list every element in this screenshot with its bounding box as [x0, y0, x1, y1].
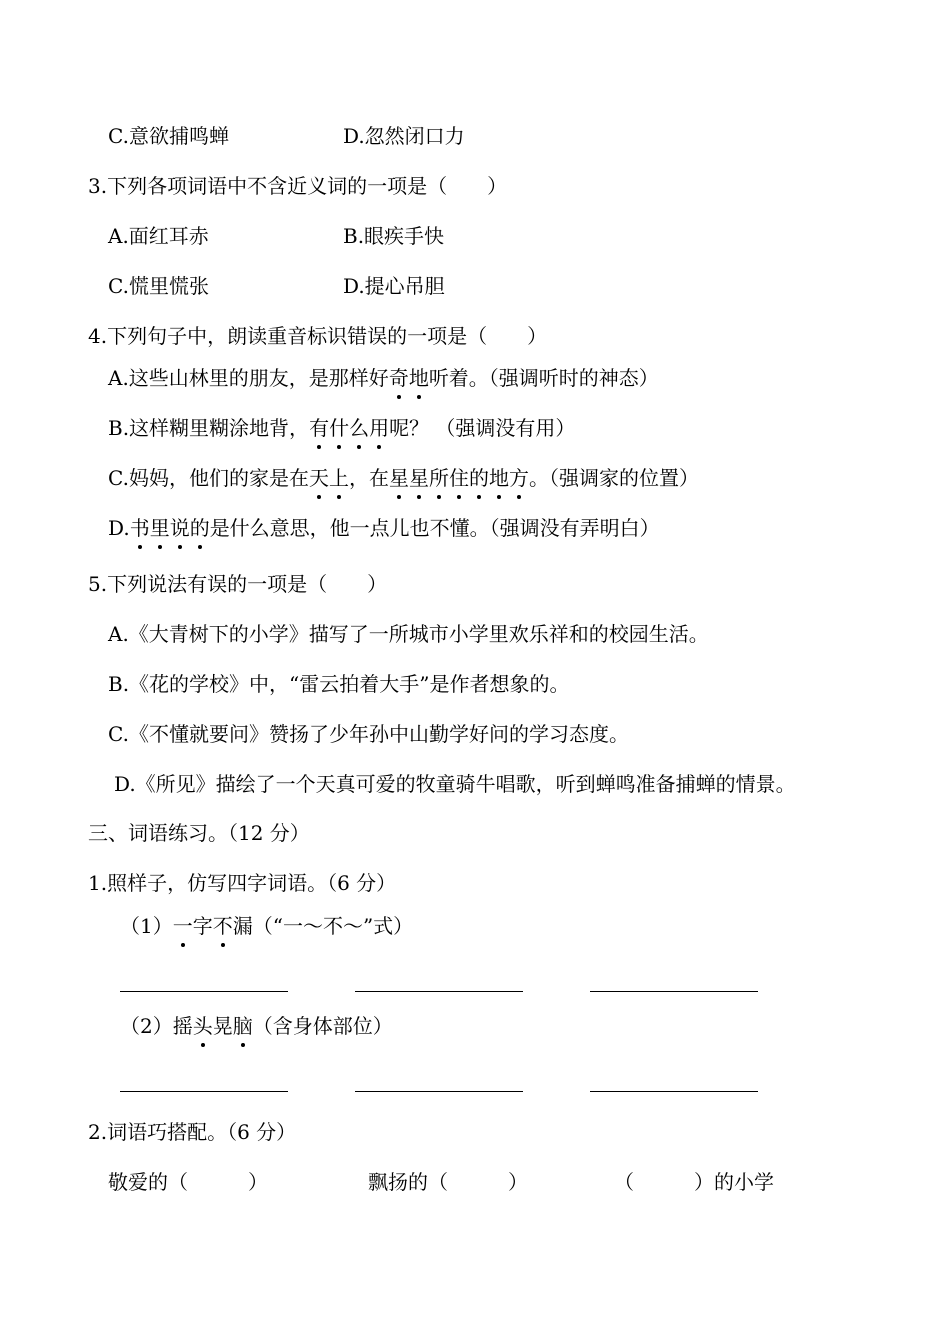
s3-q1-prompt-2 [120, 1012, 393, 1040]
stress-dot-char: 脑 [232, 1014, 253, 1038]
text-segment: D. [108, 516, 130, 540]
text-segment: 听着。（强调听时的神态） [428, 366, 659, 390]
stress-dot-char: 住 [448, 466, 469, 490]
stress-dot-char: 奇 [388, 366, 409, 390]
stress-dot-char: 地 [408, 366, 429, 390]
text-segment: 晃 [212, 1014, 233, 1038]
section-title: 三、词语练习。（12 分） [88, 821, 310, 845]
stress-dot-char: 地 [488, 466, 509, 490]
answer-blank[interactable] [120, 991, 288, 992]
stress-dot-char: 星 [408, 466, 429, 490]
s3-q2-item-2: 飘扬的（ ） [368, 1170, 528, 1194]
q5-option-b: B.《花的学校》中，“雷云拍着大手”是作者想象的。 [108, 672, 570, 696]
stress-dot-char: 的 [189, 516, 210, 540]
q3-option-d: D.提心吊胆 [343, 274, 445, 298]
q4-stem: 4.下列句子中，朗读重音标识错误的一项是（ ） [88, 324, 548, 348]
stress-dot-char: 一 [172, 914, 193, 938]
stress-dot-char: 用 [369, 416, 390, 440]
stress-dot-char: 么 [349, 416, 370, 440]
q4-option-c [108, 464, 699, 492]
s3-q2-stem: 2.词语巧搭配。（6 分） [88, 1120, 297, 1144]
q4-option-d [108, 514, 660, 542]
answer-blank[interactable] [590, 991, 758, 992]
stress-dot-char: 星 [388, 466, 409, 490]
text-segment: 是什么意思，他一点儿也不懂。（强调没有弄明白） [209, 516, 660, 540]
text-segment: （2）摇 [120, 1014, 193, 1038]
stress-dot-char: 的 [468, 466, 489, 490]
text-segment: C.妈妈，他们的家是在 [108, 466, 309, 490]
stress-dot-char: 里 [149, 516, 170, 540]
q5-option-d: D.《所见》描绘了一个天真可爱的牧童骑牛唱歌，听到蝉鸣准备捕蝉的情景。 [114, 772, 796, 796]
q4-option-a [108, 364, 659, 392]
q4-option-b [108, 414, 575, 442]
q5-option-a: A.《大青树下的小学》描写了一所城市小学里欢乐祥和的校园生活。 [108, 622, 709, 646]
stress-dot-char: 什 [329, 416, 350, 440]
q5-stem: 5.下列说法有误的一项是（ ） [88, 572, 388, 596]
text-segment: （1） [120, 914, 173, 938]
text-segment: 字 [192, 914, 213, 938]
stress-dot-char: 头 [192, 1014, 213, 1038]
answer-blank[interactable] [590, 1091, 758, 1092]
answer-blank[interactable] [355, 991, 523, 992]
q5-option-c: C.《不懂就要问》赞扬了少年孙中山勤学好问的学习态度。 [108, 722, 629, 746]
text-segment: ，在 [348, 466, 389, 490]
q3-option-b: B.眼疾手快 [343, 224, 445, 248]
text-segment: （含身体部位） [252, 1014, 393, 1038]
q2-option-d: D.忽然闭口力 [343, 124, 465, 148]
stress-dot-char: 上 [328, 466, 349, 490]
q3-option-a: A.面红耳赤 [108, 224, 209, 248]
text-segment: A.这些山林里的朋友，是那样好 [108, 366, 389, 390]
s3-q1-stem: 1.照样子，仿写四字词语。（6 分） [88, 871, 397, 895]
s3-q1-prompt-1 [120, 912, 413, 940]
s3-q2-item-1: 敬爱的（ ） [108, 1170, 268, 1194]
stress-dot-char: 说 [169, 516, 190, 540]
stress-dot-char: 有 [309, 416, 330, 440]
stress-dot-char: 天 [308, 466, 329, 490]
text-segment: B.这样糊里糊涂地背， [108, 416, 310, 440]
answer-blank[interactable] [355, 1091, 523, 1092]
s3-q2-item-3: （ ）的小学 [614, 1170, 774, 1194]
stress-dot-char: 方 [508, 466, 529, 490]
answer-blank[interactable] [120, 1091, 288, 1092]
text-segment: 。（强调家的位置） [528, 466, 699, 490]
text-segment: 漏（“一～不～”式） [232, 914, 414, 938]
stress-dot-char: 所 [428, 466, 449, 490]
stress-dot-char: 书 [129, 516, 150, 540]
stress-dot-char: 不 [212, 914, 233, 938]
q3-option-c: C.慌里慌张 [108, 274, 209, 298]
text-segment: 呢？ （强调没有用） [389, 416, 576, 440]
q3-stem: 3.下列各项词语中不含近义词的一项是（ ） [88, 174, 508, 198]
q2-option-c: C.意欲捕鸣蝉 [108, 124, 229, 148]
